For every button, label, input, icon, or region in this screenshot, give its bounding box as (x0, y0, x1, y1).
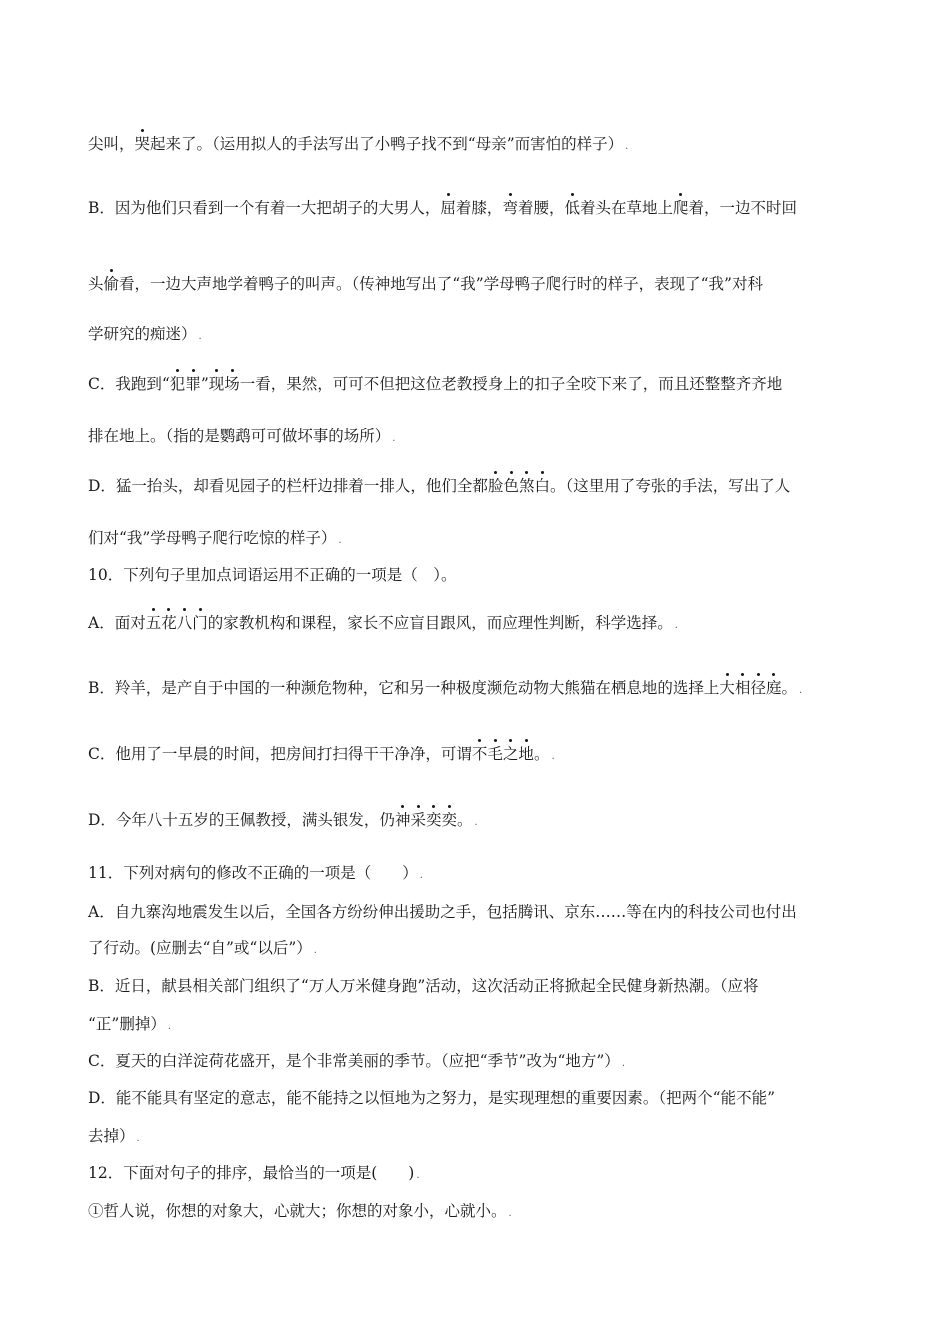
emphasized-char: 脸 (487, 477, 504, 495)
paragraph-mark: . (674, 620, 678, 631)
emphasized-char: 奕 (441, 811, 457, 829)
line-7 (88, 475, 868, 497)
text-segment: ①哲人说，你想的对象大，心就大；你想的对象小，心就小。 (88, 1202, 507, 1220)
q11-option-d (88, 1087, 868, 1109)
line-8 (88, 527, 868, 552)
emphasized-char: 罪 (185, 375, 201, 393)
line-5 (88, 373, 868, 395)
emphasized-char: 采 (410, 811, 426, 829)
line-3 (88, 273, 868, 295)
emphasized-char: 不 (471, 745, 488, 763)
q12-sentence-1 (88, 1200, 868, 1225)
line-4 (88, 323, 868, 348)
text-segment: 。 (457, 811, 473, 829)
emphasized-char: 犯 (169, 375, 186, 393)
emphasized-char: 门 (192, 614, 208, 632)
q11-option-c (88, 1050, 868, 1075)
line-1 (88, 133, 868, 158)
text-segment: D．能不能具有坚定的意志，能不能持之以恒地为之努力，是实现理想的重要因素。（把两个“能不能” (88, 1089, 776, 1107)
text-segment: A．自九寨沟地震发生以后，全国各方纷纷伸出援助之手，包括腾讯、京东……等在内的科技公司也付出 (88, 903, 797, 921)
paragraph-mark: . (392, 433, 396, 444)
paragraph-mark: . (167, 1021, 172, 1032)
q11-option-d-cont (88, 1125, 868, 1150)
emphasized-char: 大 (719, 679, 735, 697)
text-segment: C．他用了一早晨的时间，把房间打扫得干干净净，可谓 (88, 745, 472, 763)
q11-option-a-cont (88, 937, 868, 962)
paragraph-mark: . (508, 1208, 512, 1219)
paragraph-mark: . (416, 1170, 420, 1181)
question-11 (88, 862, 868, 887)
paragraph-mark: . (313, 945, 317, 956)
emphasized-char: 偷 (103, 275, 120, 293)
paragraph-mark: . (551, 751, 555, 762)
text-segment: 头 (88, 275, 104, 293)
text-segment: 看，一边大声地学着鸭子的叫声。（传神地写出了“我”学母鸭子爬行时的样子，表现了“我”对科 (119, 275, 763, 293)
emphasized-char: 煞 (518, 477, 535, 495)
q11-option-a (88, 901, 868, 923)
paragraph-mark: . (338, 535, 342, 546)
line-6 (88, 425, 868, 450)
paragraph-mark: . (625, 141, 629, 152)
emphasized-char: 毛 (487, 745, 503, 763)
q10-option-d (88, 809, 868, 834)
emphasized-char: 屈 (440, 199, 456, 217)
text-segment: 去掉） (88, 1127, 135, 1145)
text-segment: 的家教机构和课程，家长不应盲目跟风，而应理性判断，科学选择。 (207, 614, 673, 632)
paragraph-mark: . (198, 331, 202, 342)
text-segment: B．近日，献县相关部门组织了“万人万米健身跑”活动，这次活动正将掀起全民健身新热潮。（应将 (88, 977, 759, 995)
emphasized-char: 弯 (502, 199, 518, 217)
text-segment: B．因为他们只看到一个有着一大把胡子的大男人， (88, 199, 441, 217)
line-2 (88, 197, 868, 219)
text-segment: D．今年八十五岁的王佩教授，满头银发，仍 (88, 811, 395, 829)
text-segment: 。 (533, 745, 550, 763)
q10-option-b (88, 677, 868, 702)
text-segment: 一看，果然，可可不但把这位老教授身上的扣子全咬下来了，而且还整整齐齐地 (239, 375, 783, 393)
emphasized-char: 八 (176, 614, 193, 632)
emphasized-char: 花 (161, 614, 177, 632)
paragraph-mark: . (419, 870, 423, 881)
text-segment: B．羚羊，是产自于中国的一种濒危物种，它和另一种极度濒危动物大熊猫在栖息地的选择上 (88, 679, 720, 697)
text-segment: 。（这里用了夸张的手法，写出了人 (550, 477, 791, 495)
text-segment: 起来了。（运用拟人的手法写出了小鸭子找不到“母亲”而害怕的样子） (150, 135, 624, 153)
emphasized-char: 哭 (134, 135, 151, 153)
emphasized-char: 奕 (425, 811, 442, 829)
text-segment: 们对“我”学母鸭子爬行吃惊的样子） (88, 529, 337, 547)
emphasized-char: 之 (502, 745, 519, 763)
text-segment: 尖叫， (88, 135, 135, 153)
emphasized-char: 径 (750, 679, 766, 697)
emphasized-char: 色 (503, 477, 519, 495)
emphasized-char: 五 (145, 614, 162, 632)
text-segment: C．夏天的白洋淀荷花盛开，是个非常美丽的季节。（应把“季节”改为“地方”） (88, 1052, 620, 1070)
paragraph-mark: . (474, 817, 478, 828)
q11-option-b-cont (88, 1013, 868, 1038)
emphasized-char: 场 (224, 375, 240, 393)
paragraph-mark: . (798, 685, 803, 696)
emphasized-char: 神 (394, 811, 411, 829)
text-segment: 着头在草地上 (579, 199, 673, 217)
emphasized-char: 相 (734, 679, 751, 697)
text-segment: 着腰， (517, 199, 565, 217)
text-segment: 排在地上。（指的是鹦鹉可可做坏事的场所） (88, 427, 391, 445)
emphasized-char: 低 (564, 199, 580, 217)
text-segment: 10．下列句子里加点词语运用不正确的一项是（ ）。 (88, 566, 457, 584)
paragraph-mark: . (136, 1133, 140, 1144)
emphasized-char: 庭 (765, 679, 782, 697)
q10-option-c (88, 743, 868, 768)
text-segment: C．我跑到“ (88, 375, 170, 393)
text-segment: 学研究的痴迷） (88, 325, 197, 343)
text-segment: 12．下面对句子的排序，最恰当的一项是( ) (88, 1164, 415, 1182)
q10-option-a (88, 612, 868, 637)
question-10 (88, 564, 868, 586)
text-segment: “正”删掉） (88, 1015, 166, 1033)
emphasized-char: 现 (208, 375, 225, 393)
emphasized-char: 地 (518, 745, 534, 763)
q11-option-b (88, 975, 868, 997)
text-segment: 了行动。(应删去“自”或“以后”） (88, 939, 312, 957)
question-12 (88, 1162, 868, 1187)
text-segment: A．面对 (88, 614, 146, 632)
emphasized-char: 白 (534, 477, 550, 495)
paragraph-mark: . (621, 1058, 625, 1069)
text-segment: 。 (781, 679, 797, 697)
emphasized-char: 爬 (673, 199, 689, 217)
text-segment: 着膝， (455, 199, 503, 217)
text-segment: 着，一边不时回 (688, 199, 798, 217)
text-segment: D．猛一抬头，却看见园子的栏杆边排着一排人，他们全都 (88, 477, 488, 495)
text-segment: 11．下列对病句的修改不正确的一项是（ ） (88, 864, 418, 882)
text-segment: ” (200, 375, 209, 393)
